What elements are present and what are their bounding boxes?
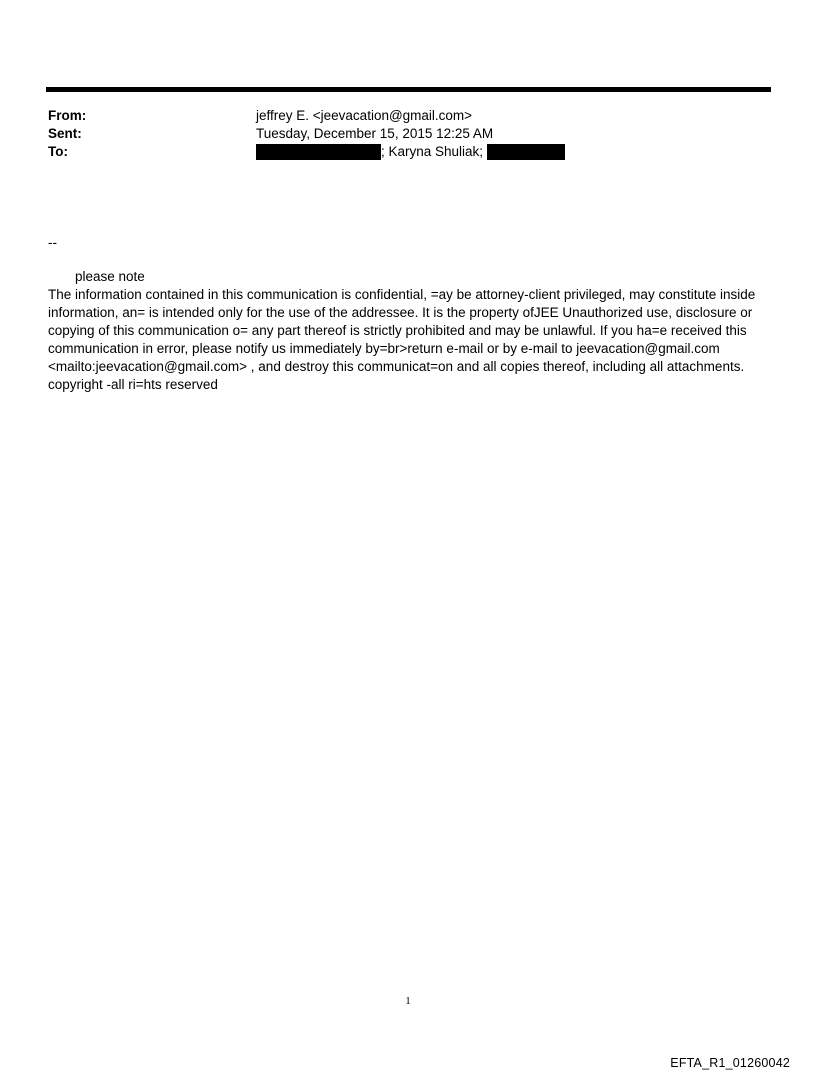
signature-separator: --	[48, 235, 57, 250]
page-number: 1	[405, 995, 411, 1007]
email-header	[48, 107, 768, 161]
disclaimer-line: <mailto:jeevacation@gmail.com> , and destroy this communicat=on and all copies thereof, including all attachments.	[48, 359, 745, 374]
disclaimer-line: communication in error, please notify us immediately by=br>return e-mail or by e-mail to jeevacation@gmail.com	[48, 341, 720, 356]
redaction-box	[487, 144, 565, 160]
to-row	[48, 143, 768, 161]
redaction-box	[256, 144, 381, 160]
sent-label: Sent:	[48, 126, 82, 141]
from-value: jeffrey E. <jeevacation@gmail.com>	[256, 108, 473, 123]
sent-value: Tuesday, December 15, 2015 12:25 AM	[256, 126, 494, 141]
sent-row	[48, 125, 768, 143]
document-id: EFTA_R1_01260042	[670, 1056, 790, 1070]
disclaimer-line: The information contained in this communication is confidential, =ay be attorney-client privileged, may constitute inside	[48, 287, 756, 302]
to-value	[256, 143, 565, 161]
email-body	[48, 268, 776, 394]
note-line: please note	[75, 269, 145, 284]
to-label: To:	[48, 144, 68, 159]
from-label: From:	[48, 108, 87, 123]
disclaimer-line: copyright -all ri=hts reserved	[48, 377, 218, 392]
disclaimer-line: information, an= is intended only for the use of the addressee. It is the property ofJEE Unauthorized use, disclosure or	[48, 305, 753, 320]
disclaimer-line: copying of this communication o= any part thereof is strictly prohibited and may be unlawful. If you ha=e received this	[48, 323, 747, 338]
header-rule	[46, 87, 771, 92]
to-recipient-text: ; Karyna Shuliak;	[381, 144, 487, 159]
from-row	[48, 107, 768, 125]
